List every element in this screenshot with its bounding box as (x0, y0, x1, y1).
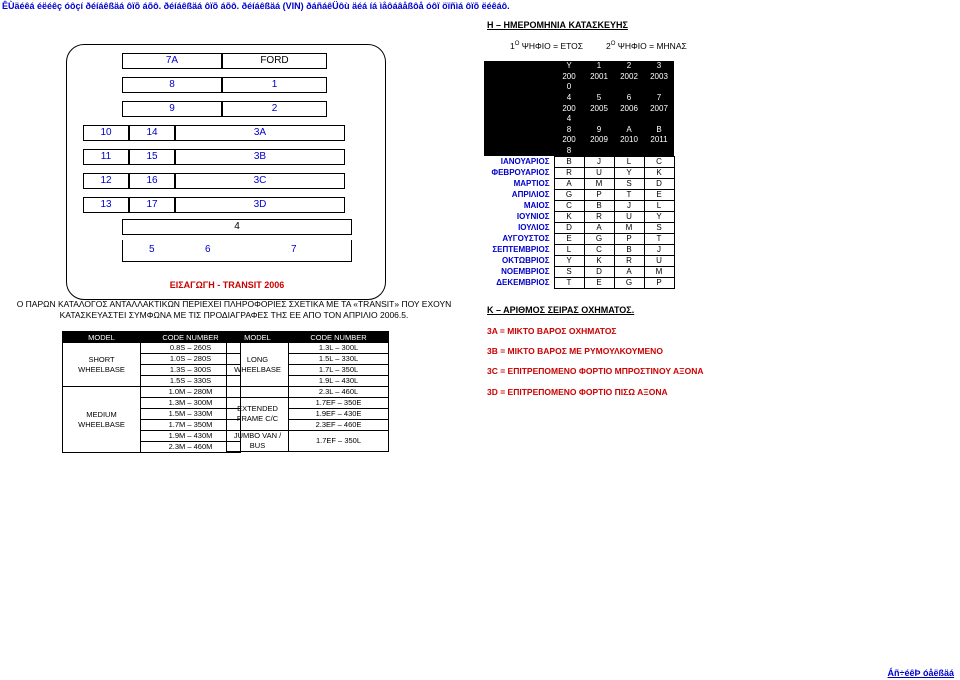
month-code-cell: B (614, 244, 644, 255)
month-code-cell: C (584, 244, 614, 255)
month-code-cell: L (614, 156, 644, 167)
digit2-legend (606, 41, 687, 51)
year-header-row (484, 103, 674, 114)
month-code-cell: J (644, 244, 674, 255)
code-cell: 1.9M – 430M (141, 431, 241, 442)
month-code-cell: S (554, 266, 584, 277)
month-code-cell: R (584, 211, 614, 222)
year-header-row (484, 61, 674, 72)
month-code-cell: Y (554, 255, 584, 266)
month-name: ΦΕΒΡΟΥΑΡΙΟΣ (491, 167, 550, 177)
year-header-cell (584, 82, 614, 93)
year-header-cell: 2006 (614, 103, 644, 114)
month-row (484, 189, 674, 200)
month-code-cell: R (614, 255, 644, 266)
model-cell: LONG WHEELBASE (227, 343, 289, 387)
month-code-cell: K (554, 211, 584, 222)
plate-cell-9: 9 (122, 101, 222, 117)
plate-cell-8: 8 (122, 77, 222, 93)
catalog-note: Ο ΠΑΡΩΝ ΚΑΤΑΛΟΓΟΣ ΑΝΤΑΛΛΑΚΤΙΚΩΝ ΠΕΡΙΕΧΕΙ ΠΛΗΡΟΦΟΡΙΕΣ ΣΧΕΤΙΚΑ ΜΕ ΤΑ «TRANSIT» ΠΟΥ ΕΧΟΥΝ ΚΑΤΑΣΚΕΥΑΣΤΕΙ ΣΥΜΦΩΝΑ ΜΕ ΤΙΣ ΠΡΟΔΙΑΓΡΑΦΕΣ ΤΗΣ ΕΕ ΑΠΟ ΤΟΝ ΑΠΡΙΛΙΟ 2006.5. (16, 299, 452, 320)
code-cell: 1.7M – 350M (141, 420, 241, 431)
year-header-blank (484, 61, 554, 72)
month-code-cell: S (644, 222, 674, 233)
plate-cell-6: 6 (205, 244, 211, 255)
month-code-cell: E (584, 277, 614, 288)
plate-cell-3b: 3B (175, 149, 345, 165)
code-cell: 0.8S – 260S (141, 343, 241, 354)
year-header-cell: 2009 (584, 135, 614, 146)
month-code-cell: D (644, 178, 674, 189)
month-code-cell: A (614, 266, 644, 277)
month-code-cell: S (614, 178, 644, 189)
month-row (484, 266, 674, 277)
date-section-title: Η – ΗΜΕΡΟΜΗΝΙΑ ΚΑΤΑΣΚΕΥΗΣ (487, 20, 628, 30)
month-name: ΙΟΥΝΙΟΣ (516, 211, 550, 221)
year-header-cell: 2001 (584, 72, 614, 83)
plate-cell-2: 2 (222, 101, 327, 117)
month-name: ΜΑΡΤΙΟΣ (513, 178, 550, 188)
month-code-cell: C (554, 200, 584, 211)
month-code-cell: Y (614, 167, 644, 178)
plate-cell-1: 1 (222, 77, 327, 93)
month-row (484, 200, 674, 211)
month-code-cell: U (644, 255, 674, 266)
month-name: ΔΕΚΕΜΒΡΙΟΣ (496, 277, 550, 287)
digit1-sup: Ο (514, 41, 520, 48)
year-header-cell: 4 (554, 93, 584, 104)
month-code-cell: L (554, 244, 584, 255)
year-header-cell (644, 82, 674, 93)
month-name: ΑΠΡΙΛΙΟΣ (511, 189, 550, 199)
month-code-cell: E (554, 233, 584, 244)
year-header-cell (644, 114, 674, 125)
month-code-cell: E (644, 189, 674, 200)
home-link[interactable]: Áñ÷éêÞ óåëßäá (887, 668, 954, 678)
model-cell: EXTENDED FRAME C/C (227, 398, 289, 431)
plate-cell-ford: FORD (222, 53, 327, 69)
month-code-cell: L (644, 200, 674, 211)
year-header-row (484, 146, 674, 157)
code-cell: 1.7EF – 350L (289, 431, 389, 452)
model-cell-spacer (227, 387, 289, 398)
plate-cell-17: 17 (129, 197, 175, 213)
digit2-text: ΨΗΦΙΟ = ΜΗΝΑΣ (617, 41, 687, 51)
month-name: ΟΚΤΩΒΡΙΟΣ (501, 255, 550, 265)
year-header-cell: A (614, 125, 644, 136)
year-header-row (484, 135, 674, 146)
month-name: ΙΟΥΛΙΟΣ (518, 222, 550, 232)
month-code-cell: P (644, 277, 674, 288)
k-section-title: Κ – ΑΡΙΘΜΟΣ ΣΕΙΡΑΣ ΟΧΗΜΑΤΟΣ. (487, 305, 635, 315)
year-header-cell: 7 (644, 93, 674, 104)
model-cell: SHORT WHEELBASE (63, 343, 141, 387)
month-row (484, 233, 674, 244)
model-table-left (62, 331, 241, 453)
month-code-cell: K (584, 255, 614, 266)
digit1-legend (510, 41, 583, 51)
year-header-cell: 4 (554, 114, 584, 125)
month-code-cell: J (614, 200, 644, 211)
month-code-cell: T (554, 277, 584, 288)
digit2-sup: Ο (610, 41, 616, 48)
k-line-3b: 3B = ΜΙΚΤΟ ΒΑΡΟΣ ΜΕ ΡΥΜΟΥΛΚΟΥΜΕΝΟ (487, 346, 663, 356)
month-code-cell: A (584, 222, 614, 233)
month-code-cell: G (554, 189, 584, 200)
year-header-blank (484, 146, 554, 157)
code-cell: 1.5M – 330M (141, 409, 241, 420)
year-header-cell: 2 (614, 61, 644, 72)
month-code-cell: B (554, 156, 584, 167)
year-header-cell: 200 (554, 72, 584, 83)
month-row (484, 156, 674, 167)
month-code-cell: Y (644, 211, 674, 222)
month-code-cell: M (584, 178, 614, 189)
digit1-num: 1 (510, 41, 515, 51)
plate-cell-11: 11 (83, 149, 129, 165)
year-header-cell (614, 114, 644, 125)
code-cell: 1.3L – 300L (289, 343, 389, 354)
plate-cell-7a: 7A (122, 53, 222, 69)
year-header-cell: 3 (644, 61, 674, 72)
month-row (484, 211, 674, 222)
plate-cell-3c: 3C (175, 173, 345, 189)
month-name: ΜΑΙΟΣ (523, 200, 550, 210)
year-header-cell (584, 114, 614, 125)
plate-cell-13: 13 (83, 197, 129, 213)
year-header-cell: Y (554, 61, 584, 72)
digit2-num: 2 (606, 41, 611, 51)
month-code-cell: M (614, 222, 644, 233)
year-header-cell (584, 146, 614, 157)
year-header-blank (484, 93, 554, 104)
code-cell: 2.3L – 460L (289, 387, 389, 398)
code-cell: 2.3M – 460M (141, 442, 241, 453)
month-row (484, 178, 674, 189)
year-header-blank (484, 125, 554, 136)
year-header-cell: 0 (554, 82, 584, 93)
month-code-cell: M (644, 266, 674, 277)
month-row (484, 277, 674, 288)
month-name: ΣΕΠΤΕΜΒΡΙΟΣ (492, 244, 550, 254)
month-code-cell: J (584, 156, 614, 167)
code-cell: 1.5S – 330S (141, 376, 241, 387)
model-table-right (226, 331, 389, 452)
code-cell: 2.3EF – 460E (289, 420, 389, 431)
year-header-blank (484, 114, 554, 125)
month-row (484, 255, 674, 266)
year-header-row (484, 72, 674, 83)
col-header-code: CODE NUMBER (289, 332, 389, 343)
year-header-cell: B (644, 125, 674, 136)
year-header-cell: 2005 (584, 103, 614, 114)
col-header-model: MODEL (63, 332, 141, 343)
month-row (484, 222, 674, 233)
year-header-cell: 9 (584, 125, 614, 136)
month-row (484, 167, 674, 178)
month-code-cell: P (614, 233, 644, 244)
year-header-row (484, 125, 674, 136)
year-header-cell: 6 (614, 93, 644, 104)
year-header-blank (484, 135, 554, 146)
year-header-cell: 2011 (644, 135, 674, 146)
plate-cell-7: 7 (291, 244, 297, 255)
month-name: ΑΥΓΟΥΣΤΟΣ (502, 233, 550, 243)
year-header-blank (484, 82, 554, 93)
month-code-cell: G (614, 277, 644, 288)
year-header-cell: 8 (554, 146, 584, 157)
code-cell: 1.0M – 280M (141, 387, 241, 398)
month-code-cell: B (584, 200, 614, 211)
month-row (484, 244, 674, 255)
plate-cell-16: 16 (129, 173, 175, 189)
year-header-cell: 200 (554, 135, 584, 146)
year-header-cell: 2010 (614, 135, 644, 146)
year-month-table (484, 61, 675, 289)
year-header-row (484, 82, 674, 93)
k-line-3c: 3C = ΕΠΙΤΡΕΠΟΜΕΝΟ ΦΟΡΤΙΟ ΜΠΡΟΣΤΙΝΟΥ ΑΞΟΝΑ (487, 366, 704, 376)
year-header-cell: 2007 (644, 103, 674, 114)
code-cell: 1.7EF – 350E (289, 398, 389, 409)
month-code-cell: U (614, 211, 644, 222)
model-cell: MEDIUM WHEELBASE (63, 387, 141, 453)
month-code-cell: T (614, 189, 644, 200)
code-cell: 1.9L – 430L (289, 376, 389, 387)
plate-cell-3d: 3D (175, 197, 345, 213)
plate-cell-14: 14 (129, 125, 175, 141)
code-cell: 1.3S – 300S (141, 365, 241, 376)
month-code-cell: D (554, 222, 584, 233)
plate-cell-3a: 3A (175, 125, 345, 141)
year-header-cell (614, 82, 644, 93)
year-header-blank (484, 103, 554, 114)
page-top-title: ÊÙäéêá éëéêç óôçí ðéíáêßäá ôïõ áõô. ðéíáêßäá ôïõ áõô. ðéíáêßäá (VIN) ðáñáêÜôù äéá íá ìåôáâåßôå óôï öïñìá ôïõ ëéêáô. (2, 1, 510, 11)
year-header-cell: 2003 (644, 72, 674, 83)
k-line-3a: 3A = ΜΙΚΤΟ ΒΑΡΟΣ ΟΧΗΜΑΤΟΣ (487, 326, 617, 336)
year-header-cell: 200 (554, 103, 584, 114)
month-code-cell: P (584, 189, 614, 200)
year-header-cell (644, 146, 674, 157)
k-line-3d: 3D = ΕΠΙΤΡΕΠΟΜΕΝΟ ΦΟΡΤΙΟ ΠΙΣΩ ΑΞΟΝΑ (487, 387, 668, 397)
code-cell: 1.7L – 350L (289, 365, 389, 376)
code-cell: 1.9EF – 430E (289, 409, 389, 420)
code-cell: 1.5L – 330L (289, 354, 389, 365)
year-header-cell: 8 (554, 125, 584, 136)
vin-plate-diagram (66, 44, 386, 300)
year-header-cell (614, 146, 644, 157)
month-code-cell: R (554, 167, 584, 178)
month-code-cell: U (584, 167, 614, 178)
month-name: ΙΑΝΟΥΑΡΙΟΣ (500, 156, 550, 166)
plate-cell-15: 15 (129, 149, 175, 165)
plate-cell-12: 12 (83, 173, 129, 189)
month-name: ΝΟΕΜΒΡΙΟΣ (501, 266, 550, 276)
year-header-row (484, 114, 674, 125)
month-code-cell: K (644, 167, 674, 178)
code-cell: 1.3M – 300M (141, 398, 241, 409)
month-code-cell: D (584, 266, 614, 277)
plate-row-5-6-7 (122, 240, 352, 262)
month-code-cell: G (584, 233, 614, 244)
year-header-cell: 5 (584, 93, 614, 104)
col-header-model: MODEL (227, 332, 289, 343)
col-header-code: CODE NUMBER (141, 332, 241, 343)
plate-cell-10: 10 (83, 125, 129, 141)
plate-cell-4: 4 (122, 219, 352, 235)
month-code-cell: A (554, 178, 584, 189)
digit1-text: ΨΗΦΙΟ = ΕΤΟΣ (521, 41, 584, 51)
plate-caption: ΕΙΣΑΓΩΓΗ - TRANSIT 2006 (169, 280, 285, 290)
month-code-cell: T (644, 233, 674, 244)
year-header-row (484, 93, 674, 104)
year-header-cell: 2002 (614, 72, 644, 83)
code-cell: 1.0S – 280S (141, 354, 241, 365)
year-header-blank (484, 72, 554, 83)
year-header-cell: 1 (584, 61, 614, 72)
plate-cell-5: 5 (149, 244, 155, 255)
model-cell: JUMBO VAN / BUS (227, 431, 289, 452)
month-code-cell: C (644, 156, 674, 167)
